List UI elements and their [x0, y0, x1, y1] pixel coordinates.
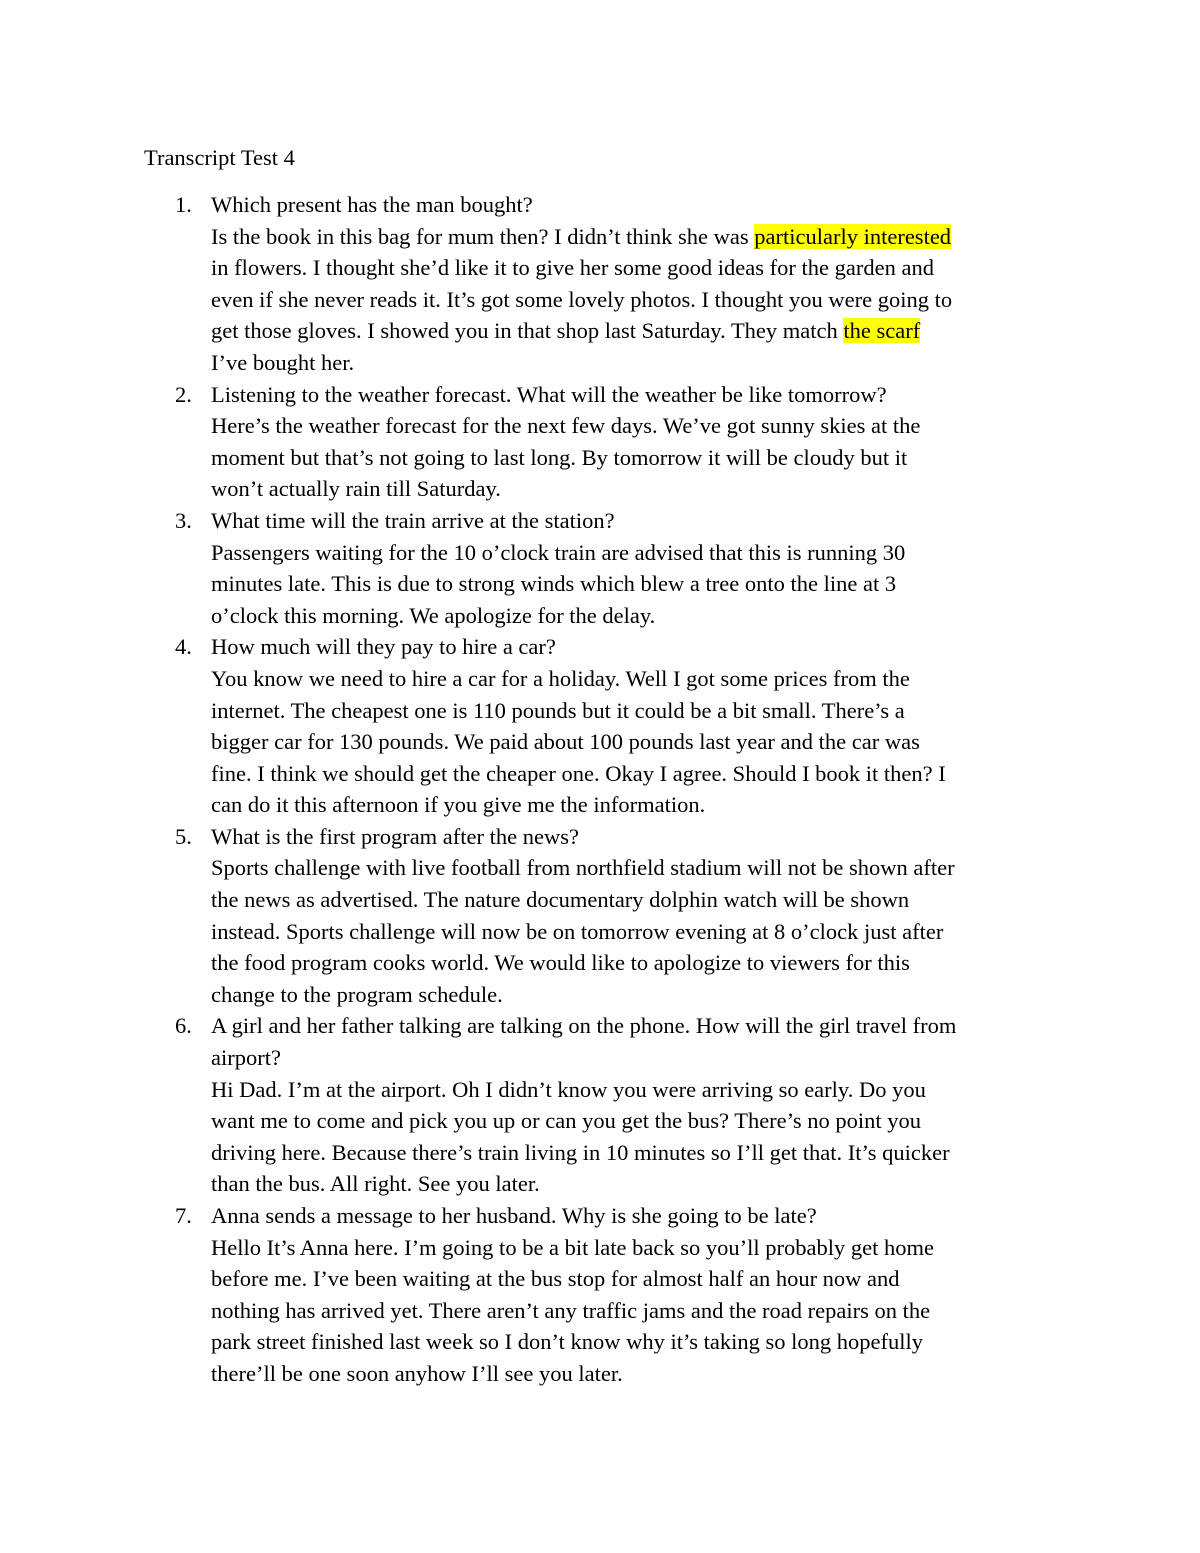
- transcript-line: [211, 315, 1081, 347]
- question-text: Listening to the weather forecast. What will the weather be like tomorrow?: [211, 381, 887, 407]
- transcript-line: [211, 663, 1081, 695]
- question-number: 4.: [175, 634, 192, 660]
- transcript-text: even if she never reads it. It’s got some lovely photos. I thought you were going to: [211, 286, 953, 312]
- highlighted-answer: the scarf: [843, 318, 921, 344]
- transcript-text: Hello It’s Anna here. I’m going to be a bit late back so you’ll probably get home: [211, 1234, 934, 1260]
- transcript-line: [211, 1232, 1081, 1264]
- transcript-text: park street finished last week so I don’t know why it’s taking so long hopefully: [211, 1329, 923, 1355]
- transcript-line: [211, 284, 1081, 316]
- transcript-line: [211, 726, 1081, 758]
- transcript-line: [211, 1326, 1081, 1358]
- transcript-text: get those gloves. I showed you in that shop last Saturday. They match: [211, 318, 844, 344]
- transcript-text: can do it this afternoon if you give me the information.: [211, 792, 706, 818]
- transcript-line: [211, 884, 1081, 916]
- question-item: [175, 505, 1081, 631]
- transcript-line: [211, 979, 1081, 1011]
- question-text: What is the first program after the news?: [211, 823, 579, 849]
- transcript-text: fine. I think we should get the cheaper one. Okay I agree. Should I book it then? I: [211, 760, 946, 786]
- transcript-line: [211, 758, 1081, 790]
- transcript-line: [211, 1074, 1081, 1106]
- transcript-text: won’t actually rain till Saturday.: [211, 476, 501, 502]
- transcript-text: Passengers waiting for the 10 o’clock train are advised that this is running 30: [211, 539, 906, 565]
- question-item: [175, 821, 1081, 1011]
- transcript-line: [211, 852, 1081, 884]
- transcript-line: [211, 789, 1081, 821]
- question-text: How much will they pay to hire a car?: [211, 634, 556, 660]
- transcript-text: change to the program schedule.: [211, 981, 503, 1007]
- transcript-text: instead. Sports challenge will now be on tomorrow evening at 8 o’clock just after: [211, 918, 944, 944]
- transcript-line: [211, 252, 1081, 284]
- question-number: 7.: [175, 1203, 192, 1228]
- transcript-text: in flowers. I thought she’d like it to give her some good ideas for the garden and: [211, 255, 934, 281]
- transcript-line: [211, 1295, 1081, 1327]
- question-item: [175, 1200, 1081, 1390]
- transcript-text: before me. I’ve been waiting at the bus stop for almost half an hour now and: [211, 1266, 900, 1292]
- transcript-text: You know we need to hire a car for a holiday. Well I got some prices from the: [211, 665, 910, 691]
- transcript-line: [211, 568, 1081, 600]
- question-text: What time will the train arrive at the station?: [211, 507, 615, 533]
- question-item: [175, 631, 1081, 821]
- transcript-line: [211, 916, 1081, 948]
- question-item: [175, 189, 1081, 379]
- transcript-text: Sports challenge with live football from northfield stadium will not be shown after: [211, 855, 955, 881]
- transcript-line: [211, 695, 1081, 727]
- question-list: [175, 189, 1081, 1390]
- question-number: 6.: [175, 1013, 192, 1039]
- transcript-line: [211, 1137, 1081, 1169]
- document-title: Transcript Test 4: [144, 145, 295, 170]
- transcript-text: than the bus. All right. See you later.: [211, 1171, 540, 1197]
- transcript-text: o’clock this morning. We apologize for the delay.: [211, 602, 656, 628]
- transcript-text: airport?: [211, 1045, 281, 1071]
- transcript-text: I’ve bought her.: [211, 349, 355, 375]
- question-text: Anna sends a message to her husband. Why is she going to be late?: [211, 1203, 817, 1228]
- transcript-text: minutes late. This is due to strong winds which blew a tree onto the line at 3: [211, 571, 897, 597]
- transcript-line: [211, 1105, 1081, 1137]
- transcript-line: [211, 1042, 1081, 1074]
- transcript-line: [211, 473, 1081, 505]
- transcript-text: internet. The cheapest one is 110 pounds but it could be a bit small. There’s a: [211, 697, 905, 723]
- question-number: 3.: [175, 507, 192, 533]
- transcript-line: [211, 442, 1081, 474]
- transcript-line: [211, 947, 1081, 979]
- transcript-text: there’ll be one soon anyhow I’ll see you later.: [211, 1360, 623, 1386]
- transcript-line: [211, 1358, 1081, 1390]
- transcript-line: [211, 1263, 1081, 1295]
- transcript-line: [211, 600, 1081, 632]
- question-number: 1.: [175, 192, 192, 217]
- transcript-text: bigger car for 130 pounds. We paid about 100 pounds last year and the car was: [211, 729, 920, 755]
- question-number: 2.: [175, 381, 192, 407]
- transcript-text: Is the book in this bag for mum then? I didn’t think she was: [211, 223, 755, 249]
- transcript-text: the food program cooks world. We would like to apologize to viewers for this: [211, 950, 910, 976]
- transcript-line: [211, 221, 1081, 253]
- transcript-line: [211, 410, 1081, 442]
- transcript-text: driving here. Because there’s train living in 10 minutes so I’ll get that. It’s quicker: [211, 1139, 950, 1165]
- transcript-line: [211, 537, 1081, 569]
- transcript-text: moment but that’s not going to last long. By tomorrow it will be cloudy but it: [211, 444, 908, 470]
- transcript-text: Hi Dad. I’m at the airport. Oh I didn’t know you were arriving so early. Do you: [211, 1076, 926, 1102]
- transcript-text: Here’s the weather forecast for the next few days. We’ve got sunny skies at the: [211, 413, 921, 439]
- question-text: Which present has the man bought?: [211, 192, 533, 217]
- question-number: 5.: [175, 823, 192, 849]
- transcript-text: want me to come and pick you up or can you get the bus? There’s no point you: [211, 1108, 922, 1134]
- transcript-text: the news as advertised. The nature documentary dolphin watch will be shown: [211, 887, 910, 913]
- question-item: [175, 379, 1081, 505]
- question-text: A girl and her father talking are talking on the phone. How will the girl travel from: [211, 1013, 957, 1039]
- highlighted-answer: particularly interested: [754, 223, 952, 249]
- question-item: [175, 1010, 1081, 1200]
- transcript-line: [211, 347, 1081, 379]
- transcript-line: [211, 1168, 1081, 1200]
- transcript-text: nothing has arrived yet. There aren’t any traffic jams and the road repairs on the: [211, 1297, 931, 1323]
